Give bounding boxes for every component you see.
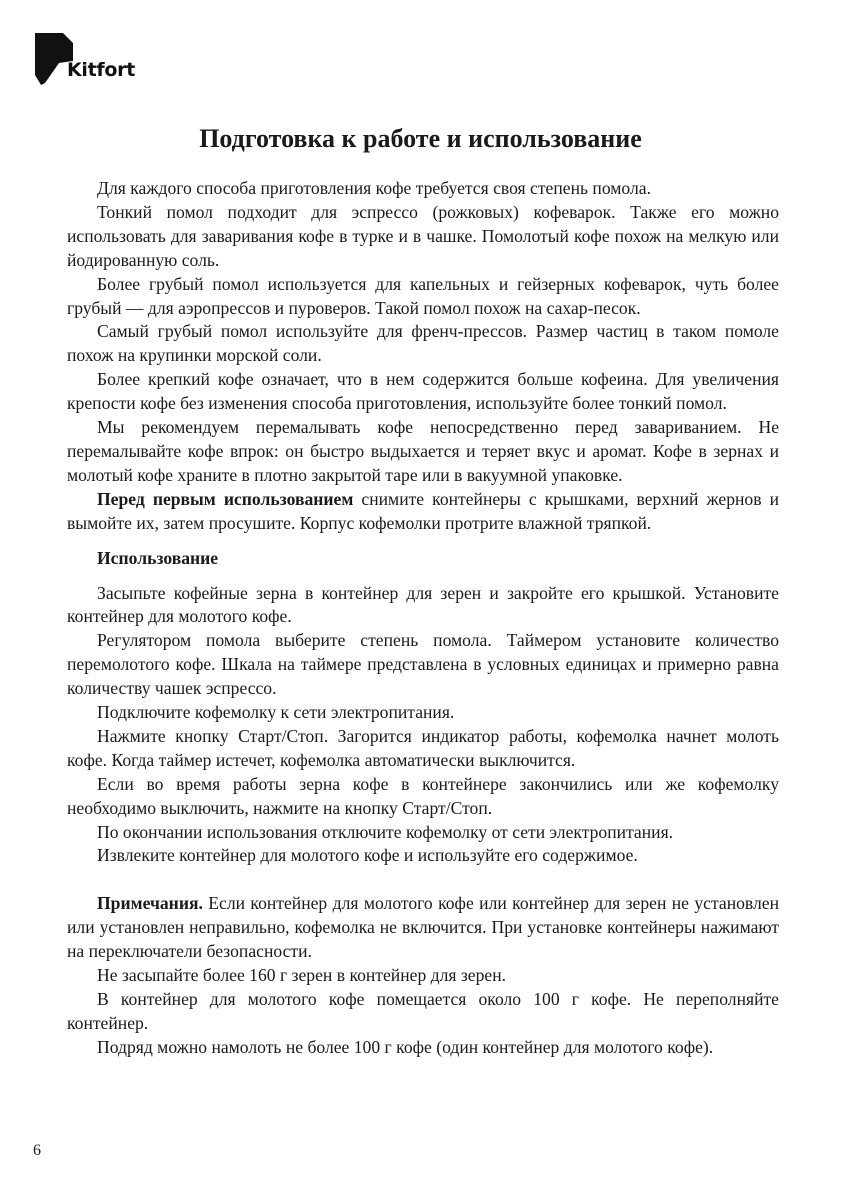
first-use-text: снимите контейнеры с крышками, верхний жернов и вымойте их, затем просушите. Корпус кофемолки протрите влажной тряпкой.	[67, 488, 779, 533]
document-body	[67, 177, 779, 1060]
paragraph: В контейнер для молотого кофе помещается около 100 г кофе. Не переполняйте контейнер.	[67, 989, 779, 1033]
section-gap	[67, 868, 779, 892]
first-use-label: Перед первым использованием	[97, 488, 354, 509]
paragraph: По окончании использования отключите кофемолку от сети электропитания.	[97, 821, 674, 842]
paragraph: Тонкий помол подходит для эспрессо (рожковых) кофеварок. Также его можно использовать для заваривания кофе в турке и в чашке. Помолотый кофе похож на мелкую или йодированную соль.	[67, 201, 779, 270]
paragraph: Для каждого способа приготовления кофе требуется своя степень помола.	[97, 178, 651, 198]
paragraph: Засыпьте кофейные зерна в контейнер для зерен и закройте его крышкой. Установите контейнер для молотого кофе.	[67, 582, 779, 627]
notes-label: Примечания.	[97, 893, 203, 914]
paragraph: Подряд можно намолоть не более 100 г кофе (один контейнер для молотого кофе).	[97, 1036, 714, 1057]
paragraph: Если во время работы зерна кофе в контейнере закончились или же кофемолку необходимо выключить, нажмите на кнопку Старт/Стоп.	[67, 773, 779, 818]
brand-logo	[35, 33, 145, 88]
notes-text: Если контейнер для молотого кофе или контейнер для зерен не установлен или установлен неправильно, кофемолка не включится. При установке контейнеры нажимают на переключатели безопасности.	[67, 893, 779, 962]
paragraph: Нажмите кнопку Старт/Стоп. Загорится индикатор работы, кофемолка начнет молоть кофе. Когда таймер истечет, кофемолка автоматически выключится.	[67, 725, 779, 770]
paragraph: Более грубый помол используется для капельных и гейзерных кофеварок, чуть более грубый — для аэропрессов и пуроверов. Такой помол похож на сахар-песок.	[67, 273, 779, 318]
paragraph: Извлеките контейнер для молотого кофе и используйте его содержимое.	[97, 845, 638, 866]
paragraph: Подключите кофемолку к сети электропитания.	[97, 702, 455, 723]
page-title: Подготовка к работе и использование	[199, 124, 642, 153]
paragraph: Самый грубый помол используйте для френч-прессов. Размер частиц в таком помоле похож на крупинки морской соли.	[67, 321, 779, 366]
logo-text: Kitfort	[67, 59, 135, 81]
paragraph: Регулятором помола выберите степень помола. Таймером установите количество перемолотого кофе. Шкала на таймере представлена в условных единицах и примерно равна количеству чашек эспрессо.	[67, 630, 779, 699]
notes-paragraph	[67, 892, 779, 964]
page-number: 6	[33, 1142, 41, 1159]
first-use-paragraph	[67, 488, 779, 536]
usage-heading: Использование	[97, 547, 219, 568]
paragraph: Мы рекомендуем перемалывать кофе непосредственно перед завариванием. Не перемалывайте кофе впрок: он быстро выдыхается и теряет вкус и аромат. Кофе в зернах и молотый кофе храните в плотно закрытой таре или в вакуумной упаковке.	[67, 417, 779, 485]
paragraph: Не засыпайте более 160 г зерен в контейнер для зерен.	[97, 965, 507, 986]
paragraph: Более крепкий кофе означает, что в нем содержится больше кофеина. Для увеличения крепости кофе без изменения способа приготовления, используйте более тонкий помол.	[67, 369, 779, 414]
